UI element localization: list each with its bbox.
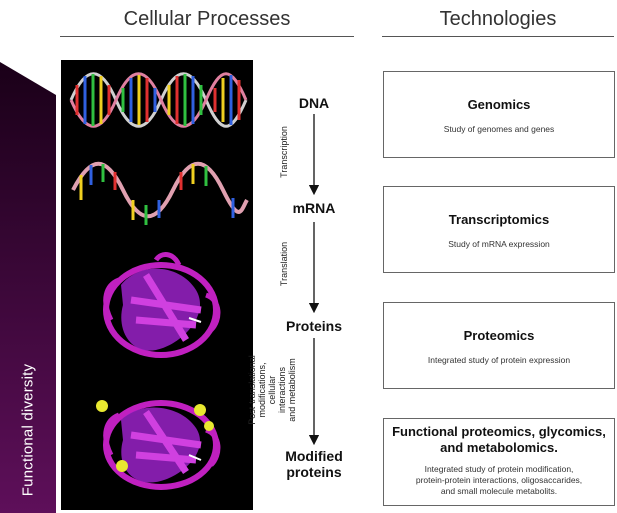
metabolite-sphere — [116, 460, 128, 472]
proteomics-box — [383, 302, 615, 389]
transcriptomics-description: Study of mRNA expression — [448, 239, 550, 249]
metabolite-sphere — [96, 400, 108, 412]
stage-modified-line1: Modified — [285, 448, 343, 464]
functional-description — [384, 464, 614, 497]
functional-desc-line2: protein-protein interactions, oligosaccarides, — [415, 475, 583, 485]
cellular-processes-heading: Cellular Processes — [123, 8, 291, 30]
translation-label: Translation — [279, 241, 289, 287]
post-line4: and metabolism — [287, 358, 297, 422]
stage-proteins: Proteins — [285, 318, 342, 334]
functional-title-line1: Functional proteomics, glycomics, — [392, 424, 606, 439]
stage-dna: DNA — [298, 95, 330, 111]
genomics-description: Study of genomes and genes — [443, 124, 555, 134]
functional-desc-line1: Integrated study of protein modification, — [424, 464, 574, 474]
stage-mrna: mRNA — [292, 200, 336, 216]
cellular-heading-rule — [60, 36, 354, 37]
genomics-box — [383, 71, 615, 158]
transcription-label: Transcription — [279, 126, 289, 178]
post-translational-label — [247, 352, 297, 428]
transcriptomics-title: Transcriptomics — [448, 212, 550, 227]
technologies-heading: Technologies — [439, 8, 557, 30]
molecule-image-panel — [61, 60, 253, 510]
stage-modified-line2: proteins — [286, 464, 342, 480]
metabolite-sphere — [194, 404, 206, 416]
functional-desc-line3: and small molecule metabolits. — [440, 486, 558, 496]
proteomics-title: Proteomics — [463, 328, 535, 343]
post-line3: cellular interactions — [267, 366, 287, 414]
functional-title — [384, 424, 614, 456]
metabolite-sphere — [204, 421, 214, 431]
protein-structure-image — [106, 255, 218, 355]
dna-helix-image — [71, 74, 246, 127]
technologies-heading-rule — [382, 36, 614, 37]
genomics-title: Genomics — [467, 97, 531, 112]
functional-title-line2: and metabolomics. — [440, 440, 558, 455]
post-line1: Post-translational — [247, 355, 257, 425]
post-line2: modifications, — [257, 362, 267, 418]
stage-modified-proteins — [264, 448, 364, 480]
flow-arrows — [296, 110, 336, 450]
mrna-strand-image — [73, 164, 247, 225]
transcriptomics-box — [383, 186, 615, 273]
functional-diversity-label: Functional diversity — [19, 363, 37, 497]
proteomics-description: Integrated study of protein expression — [427, 355, 571, 365]
functional-proteomics-box — [383, 418, 615, 506]
